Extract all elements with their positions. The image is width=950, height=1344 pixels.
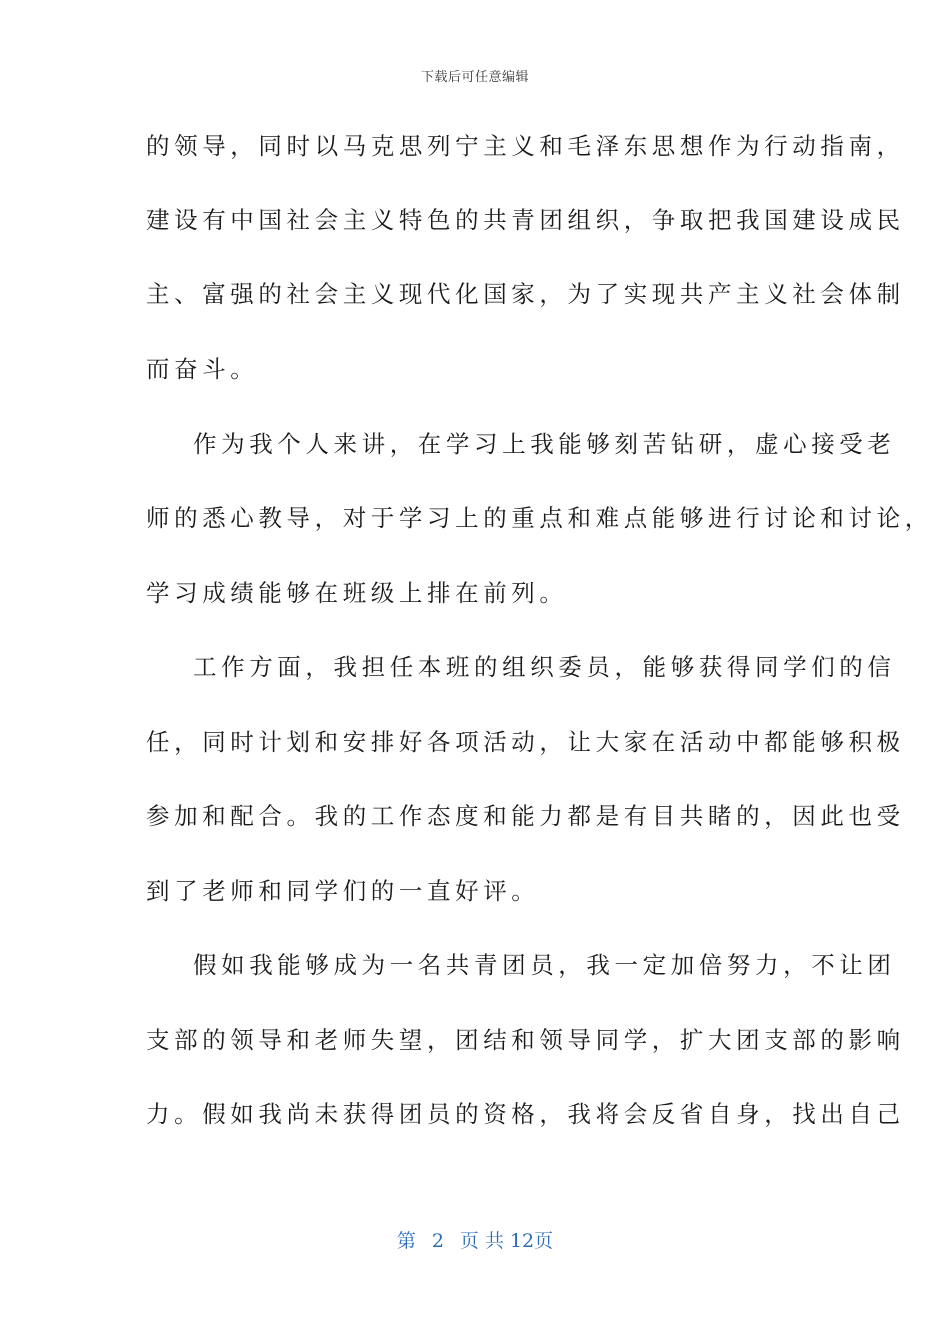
body-line-5: 作为我个人来讲，在学习上我能够刻苦钻研，虚心接受老 — [193, 430, 896, 458]
body-line-4: 而奋斗。 — [146, 355, 259, 383]
body-line-7: 学习成绩能够在班级上排在前列。 — [146, 579, 568, 607]
body-line-12: 假如我能够成为一名共青团员，我一定加倍努力，不让团 — [193, 951, 896, 979]
page-footer — [0, 1226, 950, 1253]
body-line-9: 任，同时计划和安排好各项活动，让大家在活动中都能够积极 — [146, 728, 905, 756]
body-line-10: 参加和配合。我的工作态度和能力都是有目共睹的，因此也受 — [146, 802, 905, 830]
body-line-1: 的领导，同时以马克思列宁主义和毛泽东思想作为行动指南， — [146, 132, 905, 160]
body-line-8: 工作方面，我担任本班的组织委员，能够获得同学们的信 — [193, 653, 896, 681]
footer-page-total: 12 — [509, 1230, 535, 1252]
body-line-13: 支部的领导和老师失望，团结和领导同学，扩大团支部的影响 — [146, 1026, 905, 1054]
body-line-14: 力。假如我尚未获得团员的资格，我将会反省自身，找出自己 — [146, 1100, 905, 1128]
footer-page-suffix: 页 — [534, 1230, 554, 1252]
footer-page-number: 2 — [431, 1230, 444, 1252]
footer-page-prefix: 第 — [396, 1230, 416, 1252]
body-line-2: 建设有中国社会主义特色的共青团组织，争取把我国建设成民 — [146, 206, 905, 234]
body-line-6: 师的悉心教导，对于学习上的重点和难点能够进行讨论和讨论， — [146, 504, 933, 532]
footer-page-mid: 页 共 — [459, 1230, 504, 1252]
body-line-11: 到了老师和同学们的一直好评。 — [146, 877, 540, 905]
page-header-note: 下载后可任意编辑 — [420, 70, 529, 85]
body-line-3: 主、富强的社会主义现代化国家，为了实现共产主义社会体制 — [146, 280, 905, 308]
